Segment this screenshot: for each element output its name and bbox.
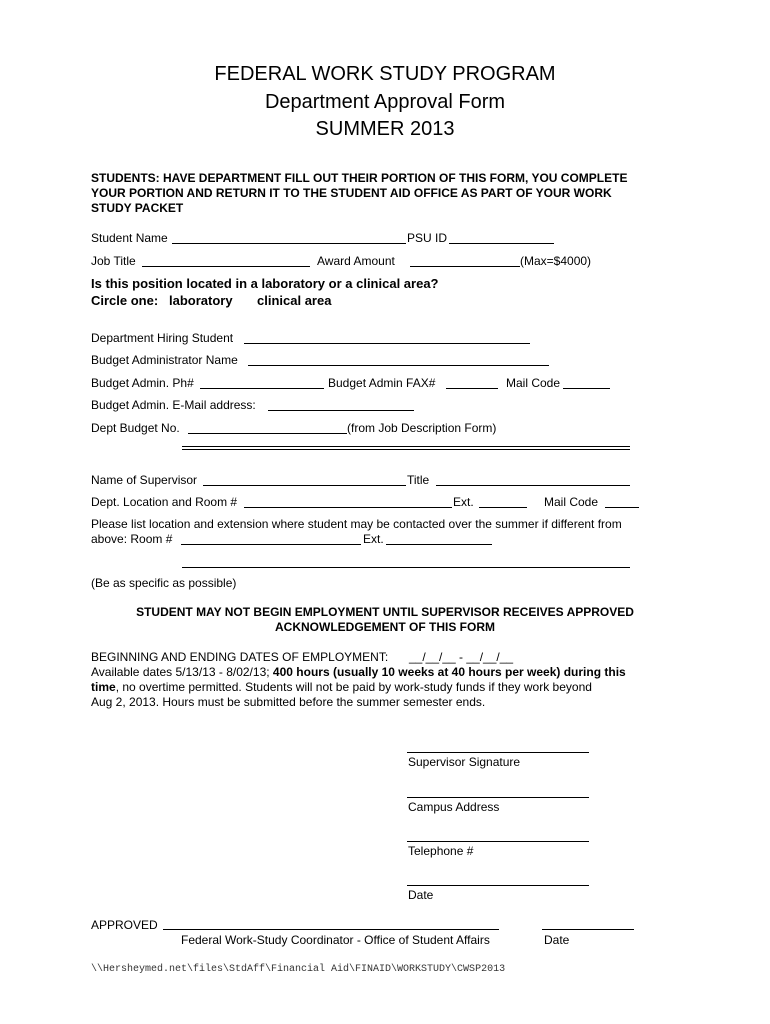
option-clinical-area[interactable]: clinical area <box>257 293 332 308</box>
budget-admin-ph-label: Budget Admin. Ph# <box>91 376 194 390</box>
overtime-line <box>91 680 592 694</box>
supervisor-ext-label: Ext. <box>453 495 474 509</box>
psu-id-label: PSU ID <box>407 231 448 245</box>
hours-limit-text: 400 hours (usually 10 weeks at 40 hours per week) during this <box>272 665 626 679</box>
available-dates-text: Available dates 5/13/13 - 8/02/13; <box>91 665 270 679</box>
supervisor-name-label: Name of Supervisor <box>91 473 198 487</box>
budget-admin-email-field[interactable] <box>268 410 414 411</box>
date-label: Date <box>408 888 434 902</box>
psu-id-field[interactable] <box>449 243 554 244</box>
award-amount-label: Award Amount <box>317 254 395 268</box>
contact-extra-line[interactable] <box>182 567 630 568</box>
employment-notice-line-1: STUDENT MAY NOT BEGIN EMPLOYMENT UNTIL SUPERVISOR RECEIVES APPROVED <box>136 605 634 619</box>
supervisor-ext-field[interactable] <box>479 507 527 508</box>
dept-hiring-student-field[interactable] <box>244 343 530 344</box>
approved-date-label: Date <box>544 933 570 947</box>
budget-admin-name-label: Budget Administrator Name <box>91 353 238 367</box>
budget-admin-fax-field[interactable] <box>446 388 498 389</box>
job-title-field[interactable] <box>142 266 310 267</box>
form-term: SUMMER 2013 <box>315 118 455 140</box>
dept-hiring-student-label: Department Hiring Student <box>91 331 234 345</box>
circle-one-label: Circle one: <box>91 293 159 308</box>
form-subtitle: Department Approval Form <box>264 91 506 113</box>
mail-code-label: Mail Code <box>506 376 561 390</box>
supervisor-signature-line[interactable] <box>407 752 589 753</box>
budget-admin-ph-field[interactable] <box>200 388 324 389</box>
campus-address-line[interactable] <box>407 797 589 798</box>
coordinator-label: Federal Work-Study Coordinator - Office of Student Affairs <box>181 933 490 947</box>
student-name-field[interactable] <box>172 243 406 244</box>
time-word: time <box>91 680 116 694</box>
contact-ext-label: Ext. <box>363 532 384 546</box>
file-path-footer: \\Hersheymed.net\files\StdAff\Financial Aid\FINAID\WORKSTUDY\CWSP2013 <box>91 964 506 975</box>
supervisor-title-field[interactable] <box>436 485 630 486</box>
budget-admin-email-label: Budget Admin. E-Mail address: <box>91 398 256 412</box>
instructions-line-2: YOUR PORTION AND RETURN IT TO THE STUDENT AID OFFICE AS PART OF YOUR WORK <box>91 186 612 200</box>
student-name-label: Student Name <box>91 231 168 245</box>
telephone-line[interactable] <box>407 841 589 842</box>
hours-deadline-text: Aug 2, 2013. Hours must be submitted before the summer semester ends. <box>91 695 486 709</box>
mail-code-field[interactable] <box>563 388 610 389</box>
section-divider-top <box>182 446 630 447</box>
option-laboratory[interactable]: laboratory <box>169 293 233 308</box>
approved-label: APPROVED <box>91 918 158 932</box>
supervisor-mail-code-field[interactable] <box>605 507 639 508</box>
supervisor-mail-code-label: Mail Code <box>544 495 599 509</box>
dept-budget-field[interactable] <box>188 433 347 434</box>
approved-date-line[interactable] <box>542 929 634 930</box>
employment-notice-line-2: ACKNOWLEDGEMENT OF THIS FORM <box>275 620 495 634</box>
employment-dates-label: BEGINNING AND ENDING DATES OF EMPLOYMENT: <box>91 650 389 664</box>
overtime-text: , no overtime permitted. Students will not be paid by work-study funds if they work beyond <box>115 680 592 694</box>
be-specific-note: (Be as specific as possible) <box>91 576 237 590</box>
dept-budget-label: Dept Budget No. <box>91 421 180 435</box>
form-title: FEDERAL WORK STUDY PROGRAM <box>214 63 556 85</box>
from-job-description-note: (from Job Description Form) <box>347 421 497 435</box>
position-question: Is this position located in a laboratory or a clinical area? <box>91 276 439 291</box>
instructions-line-1: STUDENTS: HAVE DEPARTMENT FILL OUT THEIR PORTION OF THIS FORM, YOU COMPLETE <box>91 171 628 185</box>
job-title-label: Job Title <box>91 254 136 268</box>
contact-ext-field[interactable] <box>386 544 492 545</box>
section-divider-bottom <box>182 449 630 450</box>
budget-admin-fax-label: Budget Admin FAX# <box>328 376 436 390</box>
approved-signature-line[interactable] <box>163 929 499 930</box>
supervisor-signature-label: Supervisor Signature <box>408 755 521 769</box>
supervisor-name-field[interactable] <box>203 485 406 486</box>
contact-room-label: above: Room # <box>91 532 173 546</box>
budget-admin-name-field[interactable] <box>248 365 549 366</box>
telephone-label: Telephone # <box>408 844 474 858</box>
campus-address-label: Campus Address <box>408 800 500 814</box>
date-line[interactable] <box>407 885 589 886</box>
employment-dates-field[interactable]: __/__/__ - __/__/__ <box>409 650 514 664</box>
supervisor-title-label: Title <box>407 473 430 487</box>
instructions-line-3: STUDY PACKET <box>91 201 184 215</box>
contact-instructions: Please list location and extension where student may be contacted over the summer if different from <box>91 517 622 531</box>
dept-location-field[interactable] <box>244 507 452 508</box>
award-max-note: (Max=$4000) <box>520 254 592 268</box>
dept-location-label: Dept. Location and Room # <box>91 495 238 509</box>
available-dates-line <box>91 665 626 679</box>
contact-room-field[interactable] <box>181 544 361 545</box>
award-amount-field[interactable] <box>410 266 520 267</box>
